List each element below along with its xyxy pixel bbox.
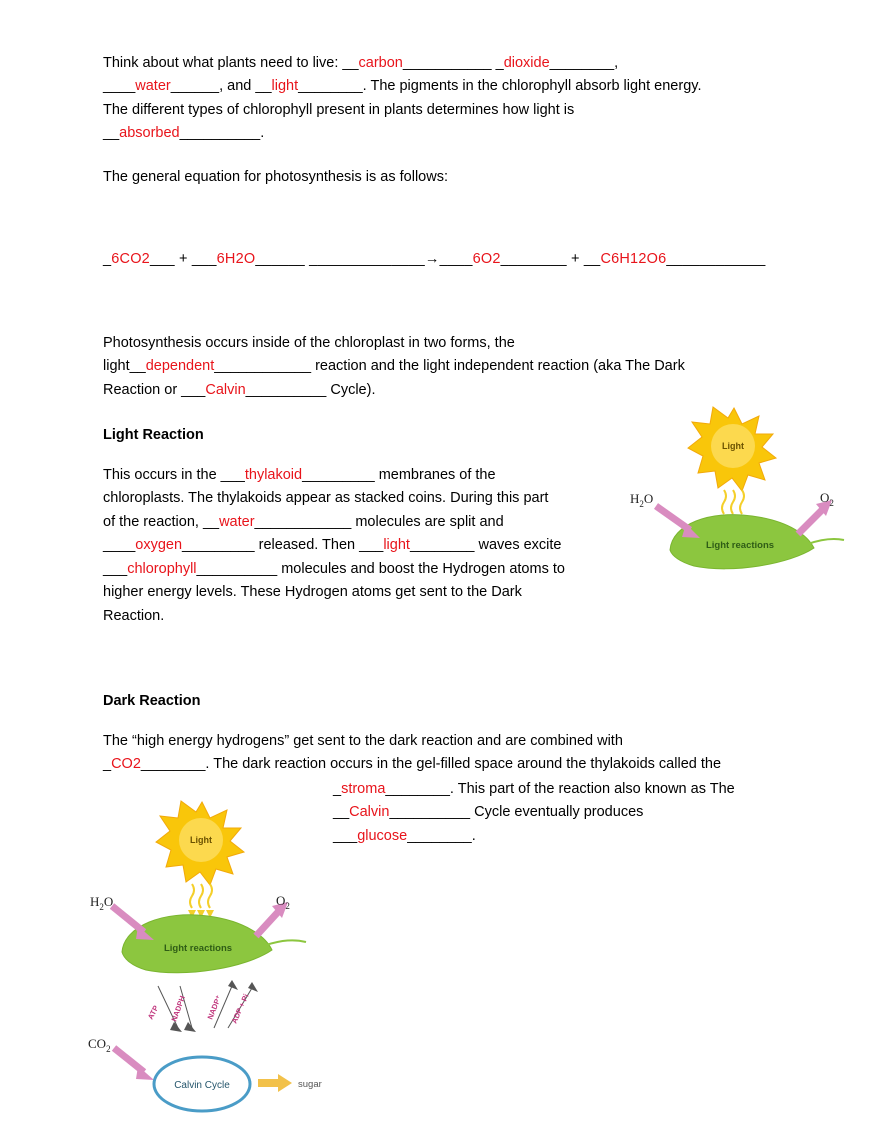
answer-co2: CO2 [111, 756, 141, 773]
lr-l7: Reaction. [103, 607, 165, 624]
answer-calvin-1: Calvin [205, 381, 246, 398]
chloro-line3-post: Cycle). [326, 381, 376, 398]
water-input-label: $H_2O$ [630, 491, 654, 509]
blank-4: ________ [298, 78, 363, 95]
chloro-line1: Photosynthesis occurs inside of the chloroplast in two forms, the [103, 335, 515, 351]
arrow-icon: → [424, 251, 440, 267]
answer-water-2: water [219, 513, 255, 530]
sugar-output-arrow [258, 1074, 292, 1092]
paragraph-intro [103, 52, 783, 146]
water-input-label-bottom: $H_2O$ [90, 894, 114, 912]
light-ray-icons-bottom [190, 884, 212, 908]
light-reactions-svg [612, 398, 862, 598]
paragraph-light-reaction [103, 464, 613, 628]
answer-thylakoid: thylakoid [244, 467, 303, 483]
eq-pre1: _ [103, 251, 112, 267]
answer-c6h12o6: C6H12O6 [600, 251, 667, 267]
intro-mid: , and __ [219, 78, 272, 95]
answer-light-1: light [271, 78, 299, 95]
intro-line1-pre: Think about what plants need to live: __ [103, 55, 359, 71]
oxygen-output-label-bottom: $O_2$ [276, 893, 290, 911]
dr-l5-pre: ___ [333, 827, 358, 844]
eq-b2: ___ [191, 251, 217, 267]
heading-dark-reaction: Dark Reaction [103, 693, 201, 709]
answer-carbon: carbon [358, 55, 403, 71]
sugar-label: sugar [298, 1079, 322, 1090]
blank-3: ______ [170, 78, 220, 95]
intro-comma: , [614, 55, 619, 71]
lr-l1-pre: This occurs in the ___ [103, 467, 245, 483]
oxygen-output-label: $O_2$ [820, 490, 834, 508]
lr-l3-post: molecules are split and [351, 513, 504, 530]
lr-l3-pre: of the reaction, __ [103, 513, 220, 530]
equation-lead-in: The general equation for photosynthesis is as follows: [103, 169, 448, 185]
eq-plus2: + __ [566, 251, 601, 267]
answer-light-2: light [383, 537, 410, 554]
intro-line2-pre: ____ [103, 78, 136, 95]
calvin-cycle-label: Calvin Cycle [174, 1080, 230, 1091]
intro-line4-pre: __ [103, 125, 120, 142]
answer-dependent: dependent [145, 358, 215, 375]
dr-b2: ________ [385, 781, 450, 797]
answer-oxygen: oxygen [135, 537, 183, 554]
dr-l4-post: Cycle eventually produces [470, 804, 644, 821]
answer-6h2o: 6H2O [216, 251, 256, 267]
dr-l1: The “high energy hydrogens” get sent to the dark reaction and are combined with [103, 733, 623, 749]
dr-b4: ________ [407, 827, 472, 844]
intro-sep1: _ [491, 55, 504, 71]
answer-stroma: stroma [341, 781, 386, 797]
dr-l3-pre: _ [333, 781, 342, 797]
answer-calvin-2: Calvin [349, 804, 390, 821]
answer-6co2: 6CO2 [111, 251, 150, 267]
lr-l1-post: membranes of the [374, 467, 496, 483]
sun-label: Light [722, 441, 744, 451]
answer-6o2: 6O2 [472, 251, 501, 267]
eq-b6: ____________ [666, 251, 766, 267]
chloro-line3-pre: Reaction or ___ [103, 381, 206, 398]
dr-l5-post: . [471, 827, 476, 844]
co2-input-arrow [114, 1048, 154, 1080]
leaf-label: Light reactions [705, 540, 775, 551]
paragraph-chloroplast [103, 332, 763, 402]
dr-l2-pre: _ [103, 756, 112, 773]
answer-absorbed: absorbed [119, 125, 180, 142]
chloro-line2-post: reaction and the light independent reaction (aka The Dark [311, 358, 685, 375]
chloro-line2-pre: light__ [103, 358, 146, 375]
intro-line2-post: . The pigments in the chlorophyll absorb light energy. [362, 78, 702, 95]
chloro-b1: ____________ [214, 358, 312, 375]
eq-b4: ____ [439, 251, 473, 267]
light-reactions-diagram [612, 398, 862, 598]
eq-b1: ___ [149, 251, 175, 267]
carrier-label-atp: ATP [145, 1003, 161, 1021]
lr-l5-post: molecules and boost the Hydrogen atoms to [277, 560, 565, 577]
dr-b3: __________ [389, 804, 471, 821]
lr-l4-pre: ____ [103, 537, 136, 554]
eq-arrow-blank: ______________ [304, 251, 425, 267]
blank-1: ___________ [402, 55, 492, 71]
paragraph-dark-reaction-b [333, 778, 783, 848]
dr-b1: ________ [140, 756, 206, 773]
paragraph-dark-reaction-a [103, 730, 793, 777]
leaf-label-bottom: Light reactions [163, 943, 233, 954]
lr-l4-mid: released. Then ___ [254, 537, 384, 554]
co2-input-label: $CO_2$ [88, 1036, 111, 1054]
photosynthesis-overview-svg [80, 790, 370, 1120]
answer-water-1: water [135, 78, 171, 95]
oxygen-output-arrow [798, 500, 832, 534]
answer-glucose: glucose [357, 827, 408, 844]
carrier-label-nadph: NADPH [169, 994, 188, 1023]
heading-light-reaction: Light Reaction [103, 427, 204, 443]
photosynthesis-equation [103, 248, 803, 271]
photosynthesis-overview-diagram [80, 790, 370, 1120]
carrier-label-adp-pi: ADP + Pi [229, 992, 251, 1025]
answer-chlorophyll: chlorophyll [127, 560, 197, 577]
carrier-label-nadp: NADP⁺ [205, 993, 224, 1021]
carrier-arrowheads-up [228, 980, 258, 992]
lr-b1: _________ [302, 467, 375, 483]
answer-dioxide: dioxide [503, 55, 550, 71]
dr-l2-post: . The dark reaction occurs in the gel-filled space around the thylakoids called the [205, 756, 722, 773]
lr-b4: ________ [409, 537, 475, 554]
lr-b5: __________ [196, 560, 278, 577]
lr-l4-post: waves excite [474, 537, 562, 554]
eq-b3: ______ [255, 251, 305, 267]
lr-b2: ____________ [254, 513, 352, 530]
chloro-b2: __________ [245, 381, 327, 398]
eq-plus1: + [174, 251, 192, 267]
blank-2: ________ [549, 55, 615, 71]
eq-b5: ________ [500, 251, 567, 267]
lr-l6: higher energy levels. These Hydrogen atoms get sent to the Dark [103, 584, 522, 601]
lr-l2: chloroplasts. The thylakoids appear as stacked coins. During this part [103, 490, 549, 507]
lr-b3: _________ [182, 537, 255, 554]
sun-label-bottom: Light [190, 835, 212, 845]
blank-5: __________ [179, 125, 261, 142]
light-ray-icons [722, 490, 744, 514]
dr-l3-post: . This part of the reaction also known as The [449, 781, 735, 797]
intro-line3: The different types of chlorophyll present in plants determines how light is [103, 101, 575, 118]
dr-l4-pre: __ [333, 804, 350, 821]
lr-l5-pre: ___ [103, 560, 128, 577]
intro-line4-post: . [260, 125, 265, 142]
